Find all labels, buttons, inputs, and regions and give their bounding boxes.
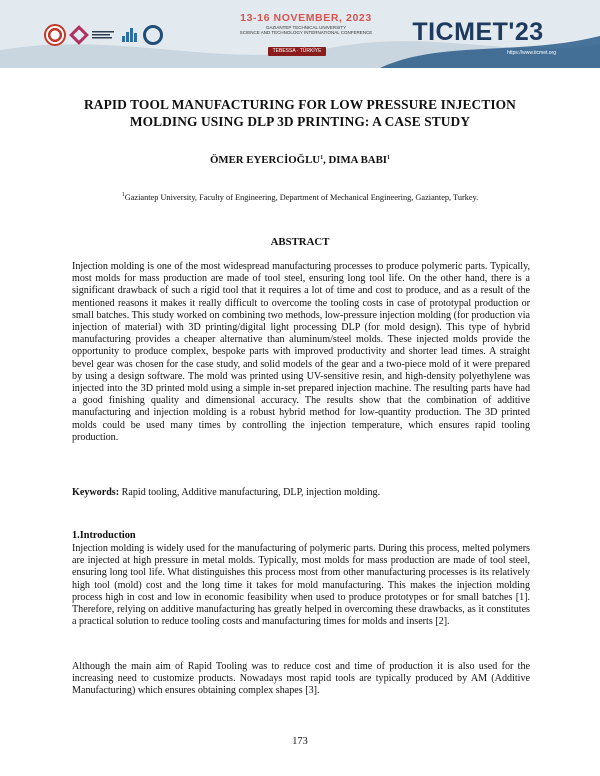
sponsor-bars-icon [122, 28, 137, 42]
subvenue-line: SCIENCE AND TECHNOLOGY INTERNATIONAL CONFERENCE [239, 30, 373, 35]
conference-dates: 13-16 NOVEMBER, 2023 [240, 12, 372, 24]
sponsor-logos [44, 20, 163, 50]
paper-title [60, 96, 540, 130]
keywords [72, 487, 530, 499]
affiliation [70, 193, 530, 202]
author-1: ÖMER EYERCİOĞLU [210, 154, 321, 166]
keywords-list: Rapid tooling, Additive manufacturing, DLP, injection molding. [119, 487, 381, 498]
abstract-heading: ABSTRACT [270, 236, 330, 248]
venue-line: GAZIANTEP TECHNICAL UNIVERSITY [265, 25, 347, 30]
institute-logo-text-graphic [92, 30, 116, 41]
affiliation-mark: 1 [121, 192, 125, 198]
conference-location-badge: TEBESSA · TÜRKİYE [268, 47, 326, 56]
page-number: 173 [292, 736, 308, 747]
affiliation-text: Gaziantep University, Faculty of Engineering, Department of Mechanical Engineering, Gaziantep, Turkey. [124, 193, 479, 202]
logo-text-lines [92, 30, 116, 40]
title-line-2: MOLDING USING DLP 3D PRINTING: A CASE STUDY [129, 114, 471, 129]
introduction-paragraph-1: Injection molding is widely used for the manufacturing of polymeric parts. During this process, melted polymers are injected at high pressure in metal molds. Typically, most molds for mass production are made of tool steel, ensuring long tool life. What distinguishes this process most from other manufacturing processes is its relatively high tool (mold) cost and the long time it takes for mold manufacturing. This makes the injection molding process high in cost and low in economic feasibility when used to produce prototypes or for small batches [1]. Therefore, relying on additive manufacturing has greatly helped in overcoming these drawbacks, as it constitutes a practical solution to reduce tooling costs and manufacturing times for molds and inserts [2]. [72, 543, 530, 628]
introduction-paragraph-2: Although the main aim of Rapid Tooling was to reduce cost and time of production it is also used for the increasing need to customize products. Nowadays most rapid tools are typically produced by AM (Additive Manufacturing) which ensures obtaining complex shapes [3]. [72, 661, 530, 697]
abstract-body: Injection molding is one of the most widespread manufacturing processes to produce polymeric parts. Typically, most molds for mass production are made of tool steel, ensuring long tool life. On the other hand, there is a significant drawback of such a rigid tool that it requires a lot of time and cost to produce, and as a result of the mentioned reasons it makes it really difficult to overcome the tooling costs in case of prototypal production or small batches. This study worked on combining two methods, low-pressure injection molding (for production via injection of material) with 3D printing/digital light processing DLP (for mold design). This type of hybrid manufacturing provides a cheaper alternative than aluminum/steel molds. These injected molds provide the opportunity to produce complex, bespoke parts with improved productivity and shorter lead times. A straight bevel gear was chosen for the case study, and solid models of the gear and a two-piece mold of it were prepared by using a design software. The mold was printed using UV-sensitive resin, and high-density polyethylene was injected into the 3D printed mold using a simple in-set prepared injection machine. The resulting parts have had a good finishing quality and dimensional accuracy. The results show that the combination of additive manufacturing and injection molding is a robust hybrid method for low-quantity production. The 3D printed molds could be used many times by controlling the injection temperature, which ensures rapid tooling production. [72, 261, 530, 443]
introduction-heading: 1.Introduction [72, 530, 136, 541]
keywords-label: Keywords: [72, 487, 120, 498]
university-seal-icon [44, 24, 66, 46]
conference-brand: TICMET'23 [412, 18, 544, 46]
author-list [60, 154, 540, 166]
author-2-affiliation-mark: 1 [386, 155, 390, 161]
institute-mark-icon [69, 25, 89, 45]
partner-ring-icon [143, 25, 163, 45]
author-1-affiliation-mark: 1 [320, 155, 324, 161]
author-2: DIMA BABI [328, 154, 387, 166]
author-separator: , [323, 154, 329, 166]
conference-venue [236, 25, 376, 35]
title-line-1: RAPID TOOL MANUFACTURING FOR LOW PRESSURE INJECTION [84, 97, 516, 112]
conference-header [0, 0, 600, 68]
conference-url[interactable]: https://www.ticmet.org [507, 50, 556, 56]
